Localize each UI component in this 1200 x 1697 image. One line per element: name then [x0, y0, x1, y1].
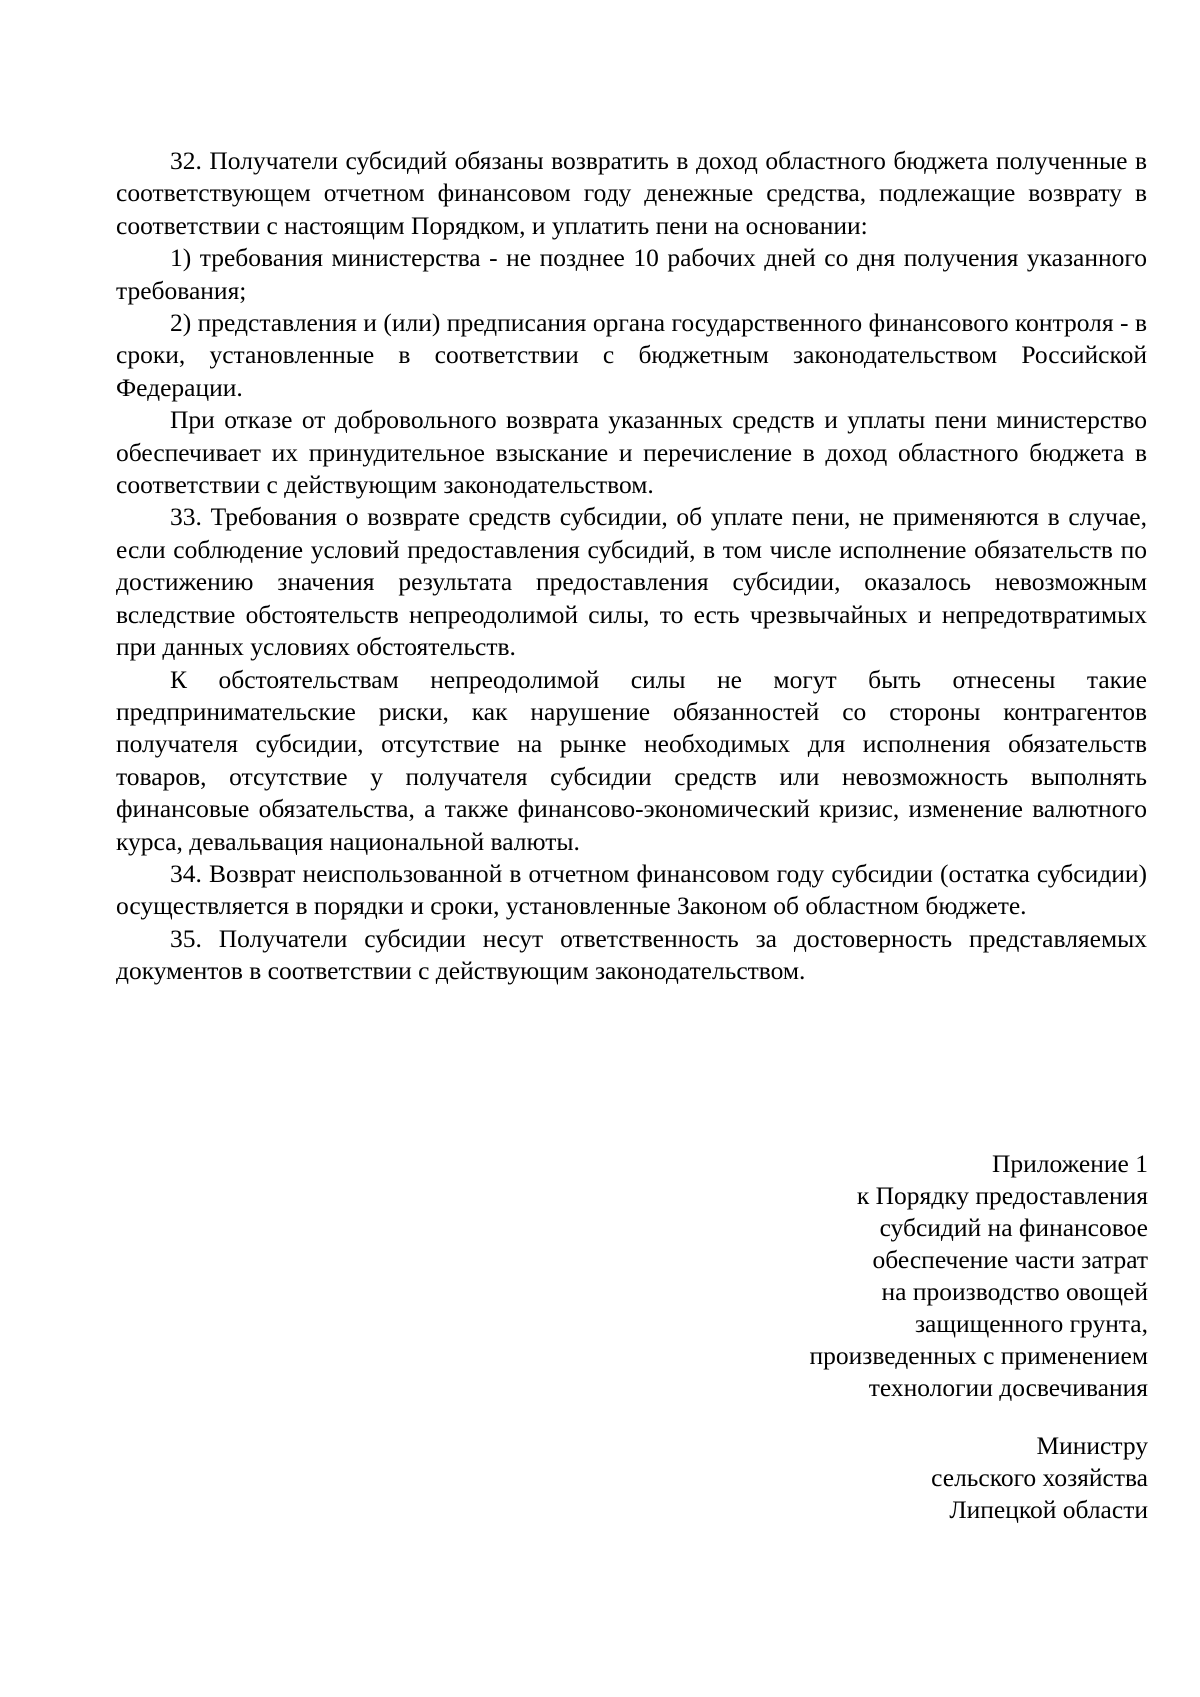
addressee-block: [588, 1430, 1148, 1526]
paragraph-34: 34. Возврат неиспользованной в отчетном финансовом году субсидии (остатка субсидии) осуществляется в порядки и сроки, установленные Законом об областном бюджете.: [116, 858, 1147, 921]
addressee-line: Министру: [1036, 1431, 1148, 1460]
paragraph-32-item-2: 2) представления и (или) предписания органа государственного финансового контроля - в сроки, установленные в соответствии с бюджетным законодательством Российской Федерации.: [116, 308, 1147, 402]
appendix-line: Приложение 1: [992, 1149, 1148, 1178]
appendix-line: произведенных с применением: [809, 1341, 1148, 1370]
addressee-line: Липецкой области: [949, 1495, 1148, 1524]
paragraph-35: 35. Получатели субсидии несут ответственность за достоверность представляемых документов в соответствии с действующим законодательством.: [116, 923, 1147, 986]
appendix-line: защищенного грунта,: [914, 1309, 1148, 1338]
appendix-line: на производство овощей: [881, 1277, 1148, 1306]
addressee-line: сельского хозяйства: [931, 1463, 1148, 1492]
document-body: [116, 145, 1147, 988]
paragraph-33: 33. Требования о возврате средств субсидии, об уплате пени, не применяются в случае, если соблюдение условий предоставления субсидий, в том числе исполнение обязательств по достижению значения результата предоставления субсидии, оказалось невозможным вследствие обстоятельств непреодолимой силы, то есть чрезвычайных и непредотвратимых при данных условиях обстоятельств.: [116, 502, 1147, 662]
paragraph-32-item-1: 1) требования министерства - не позднее 10 рабочих дней со дня получения указанного требования;: [116, 243, 1147, 305]
paragraph-force-majeure: К обстоятельствам непреодолимой силы не могут быть отнесены такие предпринимательские риски, как нарушение обязанностей со стороны контрагентов получателя субсидии, отсутствие на рынке необходимых для исполнения обязательств товаров, отсутствие у получателя субсидии средств или невозможность выполнять финансовые обязательства, а также финансово-экономический кризис, изменение валютного курса, девальвация национальной валюты.: [116, 664, 1147, 856]
paragraph-32: 32. Получатели субсидий обязаны возвратить в доход областного бюджета полученные в соответствующем отчетном финансовом году денежные средства, подлежащие возврату в соответствии с настоящим Порядком, и уплатить пени на основании:: [116, 146, 1147, 240]
appendix-line: к Порядку предоставления: [856, 1181, 1148, 1210]
appendix-line: технологии досвечивания: [868, 1373, 1148, 1402]
appendix-header: [588, 1148, 1148, 1404]
appendix-line: субсидий на финансовое: [879, 1213, 1148, 1242]
appendix-line: обеспечение части затрат: [872, 1245, 1148, 1274]
paragraph-refusal: При отказе от добровольного возврата указанных средств и уплаты пени министерство обеспечивает их принудительное взыскание и перечисление в доход областного бюджета в соответствии с действующим законодательством.: [116, 405, 1147, 500]
